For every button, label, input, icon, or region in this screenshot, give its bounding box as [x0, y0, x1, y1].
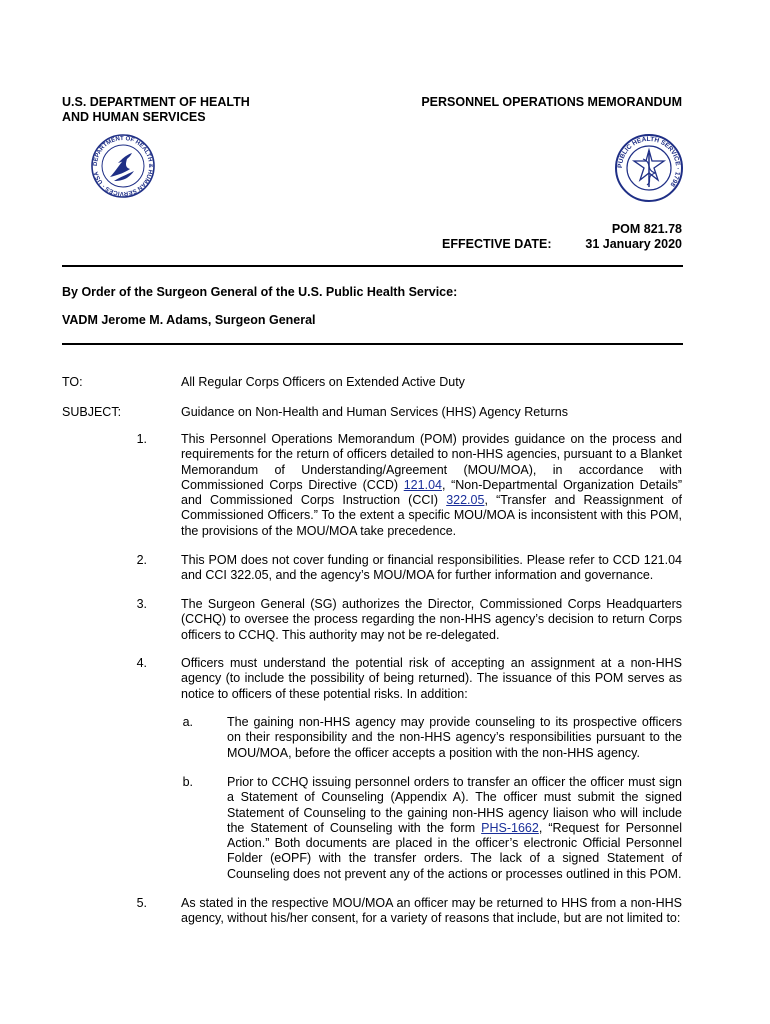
- signer-line: VADM Jerome M. Adams, Surgeon General: [62, 313, 316, 327]
- pom-number: POM 821.78: [611, 222, 682, 236]
- phs-1662-link[interactable]: PHS-1662: [481, 820, 539, 835]
- department-name: [62, 95, 250, 125]
- paragraph-4-number: 4.: [136, 656, 147, 670]
- department-line-2: AND HUMAN SERVICES: [62, 110, 206, 124]
- paragraph-4a-letter: a.: [182, 715, 193, 729]
- svg-text:PUBLIC HEALTH SERVICE · 1798: PUBLIC HEALTH SERVICE · 1798: [616, 135, 682, 188]
- paragraph-4b-text-a: Prior to CCHQ issuing personnel orders to transfer an officer the officer must sign a Statement of Counseling (Appendix A). The officer must submit the signed Statement of Counseling to the gaining non-HHS agency liaison who will include the Statement of Counseling with the form: [227, 775, 682, 835]
- effective-date: 31 January 2020: [585, 237, 682, 251]
- paragraph-5-number: 5.: [136, 896, 147, 910]
- paragraph-4a: The gaining non-HHS agency may provide counseling to its prospective officers on their responsibility and the non-HHS agency’s responsibilities pursuant to the MOU/MOA, before the officer accepts a position with the non-HHS agency.: [227, 715, 682, 760]
- cci-322-05-link[interactable]: 322.05: [446, 493, 485, 508]
- paragraph-4: Officers must understand the potential risk of accepting an assignment at a non-HHS agency (to include the possibility of being returned). The issuance of this POM serves as notice to officers of these potential risks. In addition:: [181, 656, 682, 701]
- paragraph-3-number: 3.: [136, 597, 147, 611]
- paragraph-5: As stated in the respective MOU/MOA an officer may be returned to HHS from a non-HHS agency, without his/her consent, for a variety of reasons that include, but are not limited to:: [181, 896, 682, 926]
- paragraph-1-text-a: This Personnel Operations Memorandum (POM) provides guidance on the process and requirements for the return of officers detailed to non-HHS agencies, pursuant to a Blanket Memorandum of Understanding/Agreement (MOU/MOA), in accordance with Commissioned Corps Directive (CCD): [181, 432, 682, 492]
- effective-date-label: EFFECTIVE DATE:: [442, 237, 552, 251]
- paragraph-2: This POM does not cover funding or financial responsibilities. Please refer to CCD 121.04 and CCI 322.05, and the agency’s MOU/MOA for further information and governance.: [181, 553, 682, 583]
- order-line: By Order of the Surgeon General of the U.S. Public Health Service:: [62, 285, 458, 299]
- paragraph-1-number: 1.: [136, 432, 147, 446]
- svg-text:DEPARTMENT OF HEALTH & HUMAN S: DEPARTMENT OF HEALTH & HUMAN SERVICES · USA: [92, 135, 154, 197]
- paragraph-1-text-c: , “Transfer and Reassignment of Commissioned Officers.” To the extent a specific MOU/MOA is inconsistent with this POM, the provisions of the MOU/MOA take precedence.: [181, 493, 682, 538]
- hhs-seal-icon: [90, 133, 156, 199]
- memo-title: PERSONNEL OPERATIONS MEMORANDUM: [421, 95, 682, 109]
- paragraph-3: The Surgeon General (SG) authorizes the Director, Commissioned Corps Headquarters (CCHQ) to oversee the process regarding the non-HHS agency’s decision to return Corps officers to CCHQ. This authority may not be re-delegated.: [181, 597, 682, 642]
- subject-value: Guidance on Non-Health and Human Services (HHS) Agency Returns: [181, 405, 568, 419]
- subject-label: SUBJECT:: [62, 405, 122, 419]
- paragraph-2-number: 2.: [136, 553, 147, 567]
- paragraph-4b: [227, 775, 682, 882]
- ccd-121-04-link[interactable]: 121.04: [403, 477, 442, 492]
- to-value: All Regular Corps Officers on Extended Active Duty: [181, 375, 465, 389]
- paragraph-1-text-b: , “Non-Departmental Organization Details” and Commissioned Corps Instruction (CCI): [181, 477, 682, 508]
- paragraph-4b-text-b: , “Request for Personnel Action.” Both documents are placed in the officer’s electronic Official Personnel Folder (eOPF) with the transfer orders. The lack of a signed Statement of Counseling does not prevent any of the actions or processes outlined in this POM.: [227, 820, 682, 881]
- divider-top: [62, 265, 683, 267]
- paragraph-1: [181, 432, 682, 539]
- to-label: TO:: [62, 375, 83, 389]
- paragraph-4b-letter: b.: [182, 775, 193, 789]
- divider-bottom: [62, 343, 683, 345]
- phs-seal-icon: [614, 133, 684, 203]
- department-line-1: U.S. DEPARTMENT OF HEALTH: [62, 95, 250, 109]
